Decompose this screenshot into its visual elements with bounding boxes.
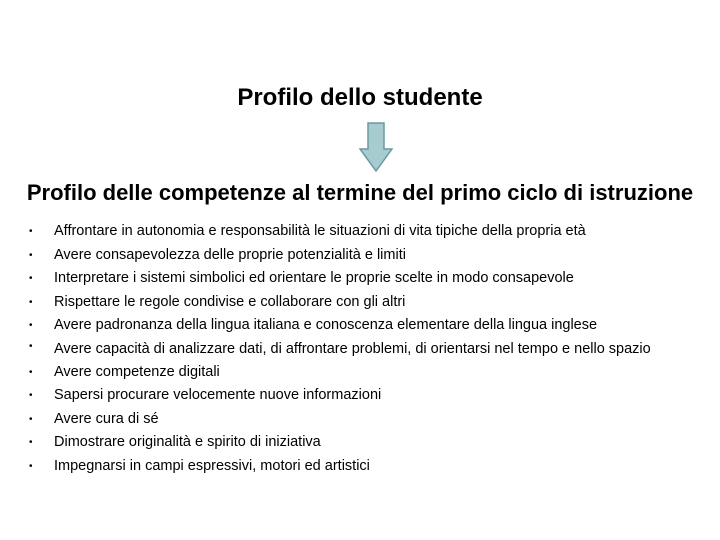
competences-list [0,220,720,478]
list-item [0,361,720,385]
list-item [0,291,720,315]
bullet: • [29,249,33,261]
bullet: • [29,460,33,472]
list-item [0,244,720,268]
slide-subtitle: Profilo delle competenze al termine del primo ciclo di istruzione [26,180,694,205]
list-item [0,314,720,338]
list-item-text: Avere padronanza della lingua italiana e conoscenza elementare della lingua inglese [54,317,598,333]
list-item [0,431,720,455]
list-item-text: Rispettare le regole condivise e collaborare con gli altri [54,293,406,310]
list-item [0,455,720,479]
list-item-text: Interpretare i sistemi simbolici ed orientare le proprie scelte in modo consapevole [54,270,574,286]
down-arrow-shape [360,123,392,171]
bullet: • [29,413,33,425]
bullet: • [29,437,33,448]
list-item [0,267,720,291]
bullet: • [29,320,33,331]
bullet: • [29,226,33,237]
list-item-text: Sapersi procurare velocemente nuove informazioni [54,387,382,403]
list-item [0,408,720,432]
list-item-text: Impegnarsi in campi espressivi, motori ed artistici [54,457,370,474]
list-item [0,220,720,244]
list-item-text: Avere cura di sé [54,410,159,427]
list-item-text: Dimostrare originalità e spirito di iniziativa [54,434,321,450]
bullet: • [29,273,33,284]
down-arrow-icon [359,122,393,172]
list-item-text: Avere competenze digitali [54,363,220,380]
list-item [0,384,720,408]
list-item-text: Avere capacità di analizzare dati, di affrontare problemi, di orientarsi nel tempo e nello spazio [54,340,651,357]
slide-title: Profilo dello studente [237,84,483,111]
bullet: • [29,366,33,378]
bullet: • [29,390,33,401]
list-item [0,338,720,361]
list-item-text: Avere consapevolezza delle proprie potenzialità e limiti [54,246,406,263]
bullet: • [29,296,33,308]
bullet: • [29,340,33,352]
list-item-text: Affrontare in autonomia e responsabilità le situazioni di vita tipiche della propria età [54,223,586,239]
